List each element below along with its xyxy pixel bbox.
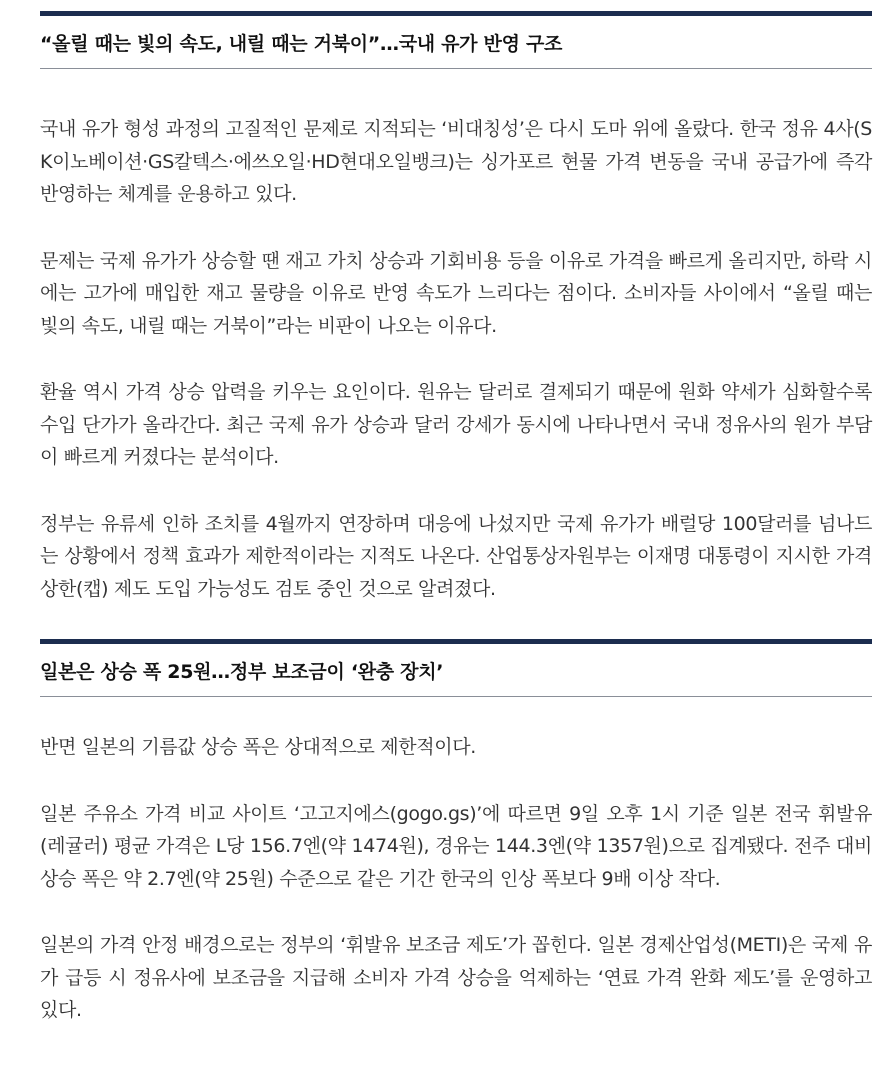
- section-header: [40, 639, 872, 697]
- section-title: 일본은 상승 폭 25원…정부 보조금이 ‘완충 장치’: [40, 660, 444, 683]
- paragraph: 일본의 가격 안정 배경으로는 정부의 ‘휘발유 보조금 제도’가 꼽힌다. 일본 경제산업성(METI)은 국제 유가 급등 시 정유사에 보조금을 지급해 소비자 가격 상승을 억제하는 ‘연료 가격 완화 제도’를 운영하고 있다.: [40, 934, 872, 1021]
- paragraph: 국내 유가 형성 과정의 고질적인 문제로 지적되는 ‘비대칭성’은 다시 도마 위에 올랐다. 한국 정유 4사(SK이노베이션·GS칼텍스·에쓰오일·HD현대오일뱅크)는 싱가포르 현물 가격 변동을 국내 공급가에 즉각 반영하는 체계를 운용하고 있다.: [40, 118, 872, 205]
- paragraph: 일본 주유소 가격 비교 사이트 ‘고고지에스(gogo.gs)’에 따르면 9일 오후 1시 기준 일본 전국 휘발유(레귤러) 평균 가격은 L당 156.7엔(약 1474원), 경유는 144.3엔(약 1357원)으로 집계됐다. 전주 대비 상승 폭은 약 2.7엔(약 25원) 수준으로 같은 기간 한국의 인상 폭보다 9배 이상 작다.: [40, 802, 872, 890]
- section-japan-subsidy: [40, 639, 872, 1027]
- paragraph: 환율 역시 가격 상승 압력을 키우는 요인이다. 원유는 달러로 결제되기 때문에 원화 약세가 심화할수록 수입 단가가 올라간다. 최근 국제 유가 상승과 달러 강세가 동시에 나타나면서 국내 정유사의 원가 부담이 빠르게 커졌다는 분석이다.: [40, 381, 872, 468]
- article-body: [40, 11, 872, 1027]
- paragraph: 반면 일본의 기름값 상승 폭은 상대적으로 제한적이다.: [40, 736, 476, 758]
- section-domestic-pricing: [40, 11, 872, 605]
- section-title: “올릴 때는 빛의 속도, 내릴 때는 거북이”…국내 유가 반영 구조: [40, 32, 563, 55]
- paragraph: 정부는 유류세 인하 조치를 4월까지 연장하며 대응에 나섰지만 국제 유가가 배럴당 100달러를 넘나드는 상황에서 정책 효과가 제한적이라는 지적도 나온다. 산업통상자원부는 이재명 대통령이 지시한 가격상한(캡) 제도 도입 가능성도 검토 중인 것으로 알려졌다.: [40, 512, 872, 600]
- section-header: [40, 11, 872, 69]
- paragraph: 문제는 국제 유가가 상승할 땐 재고 가치 상승과 기회비용 등을 이유로 가격을 빠르게 올리지만, 하락 시에는 고가에 매입한 재고 물량을 이유로 반영 속도가 느리다는 점이다. 소비자들 사이에서 “올릴 때는 빛의 속도, 내릴 때는 거북이”라는 비판이 나오는 이유다.: [40, 249, 872, 337]
